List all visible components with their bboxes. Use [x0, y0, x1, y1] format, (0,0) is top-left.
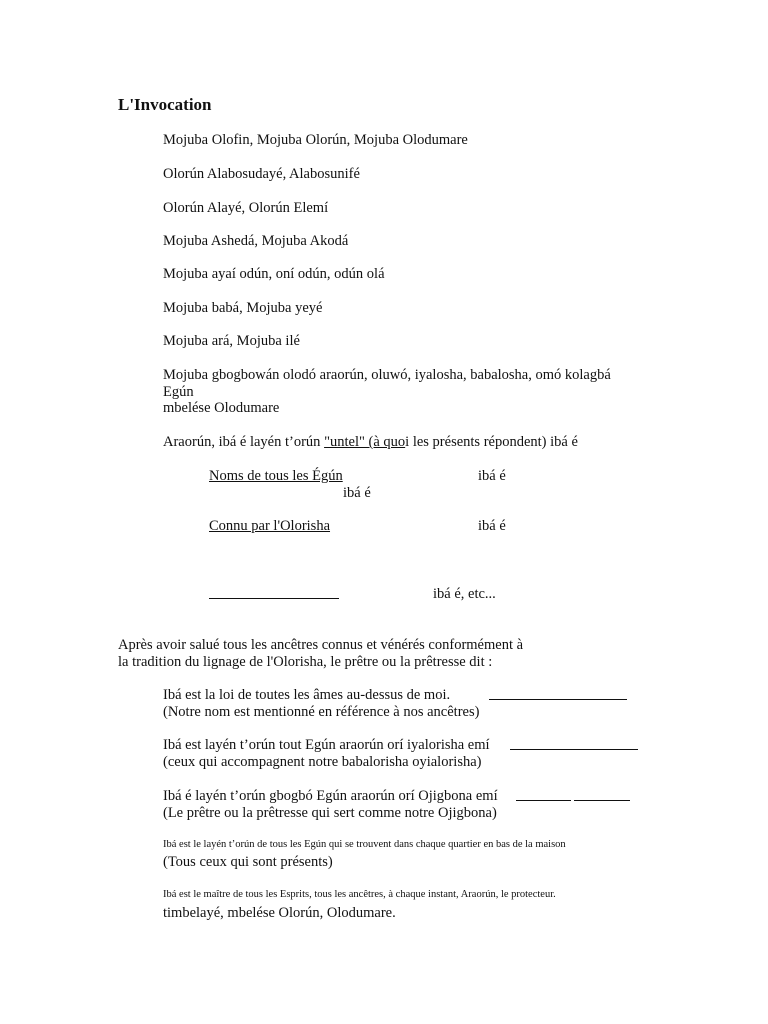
- page-title: L'Invocation: [118, 95, 212, 114]
- paragraph-line: Après avoir salué tous les ancêtres connus et vénérés conformément à: [118, 637, 524, 653]
- response-text: ibá é: [478, 468, 506, 484]
- untel-suffix: i les présents répondent) ibá é: [405, 434, 578, 450]
- prayer-note: (Tous ceux qui sont présents): [163, 854, 333, 870]
- invocation-line: Mojuba gbogbowán olodó araorún, oluwó, iyalosha, babalosha, omó kolagbá: [163, 367, 611, 383]
- prayer-line: Ibá est la loi de toutes les âmes au-dessus de moi.: [163, 687, 451, 703]
- response-text: ibá é: [343, 485, 371, 501]
- prayer-note: (Notre nom est mentionné en référence à nos ancêtres): [163, 704, 480, 720]
- prayer-note: (Le prêtre ou la prêtresse qui sert comme notre Ojigbona): [163, 805, 497, 821]
- invocation-line: Olorún Alayé, Olorún Elemí: [163, 200, 329, 216]
- response-text: ibá é: [478, 518, 506, 534]
- prayer-line-small: Ibá est le maître de tous les Esprits, tous les ancêtres, à chaque instant, Araorún, le protecteur.: [163, 889, 556, 900]
- invocation-line: Egún: [163, 384, 194, 400]
- invocation-line: Mojuba babá, Mojuba yeyé: [163, 300, 323, 316]
- prayer-note: (ceux qui accompagnent notre babalorisha oyialorisha): [163, 754, 482, 770]
- invocation-line: Mojuba Olofin, Mojuba Olorún, Mojuba Olodumare: [163, 132, 468, 148]
- invocation-line: mbelése Olodumare: [163, 400, 280, 416]
- ancestor-list-label: Noms de tous les Égún: [209, 468, 343, 484]
- invocation-line: Olorún Alabosudayé, Alabosunifé: [163, 166, 360, 182]
- untel-prefix: Araorún, ibá é layén t’orún: [163, 434, 325, 450]
- name-blank: [516, 788, 571, 801]
- name-blank: [489, 687, 627, 700]
- response-text: ibá é, etc...: [433, 586, 496, 602]
- prayer-line: Ibá é layén t’orún gbogbó Egún araorún orí Ojigbona emí: [163, 788, 498, 804]
- prayer-line: Ibá est layén t’orún tout Egún araorún orí iyalorisha emí: [163, 737, 490, 753]
- name-blank: [209, 586, 339, 599]
- invocation-line: Mojuba ará, Mojuba ilé: [163, 333, 300, 349]
- name-blank: [510, 737, 638, 750]
- prayer-line-small: Ibá est le layén t’orún de tous les Egún qui se trouvent dans chaque quartier en bas de la maison: [163, 839, 566, 850]
- invocation-line-untel: [163, 434, 578, 451]
- paragraph-line: la tradition du lignage de l'Olorisha, le prêtre ou la prêtresse dit :: [118, 654, 493, 670]
- name-blank: [574, 788, 630, 801]
- untel-underlined: "untel" (à quo: [324, 434, 406, 450]
- invocation-line: Mojuba ayaí odún, oní odún, odún olá: [163, 266, 385, 282]
- olorisha-label: Connu par l'Olorisha: [209, 518, 331, 534]
- invocation-line: Mojuba Ashedá, Mojuba Akodá: [163, 233, 349, 249]
- prayer-line: timbelayé, mbelése Olorún, Olodumare.: [163, 905, 396, 921]
